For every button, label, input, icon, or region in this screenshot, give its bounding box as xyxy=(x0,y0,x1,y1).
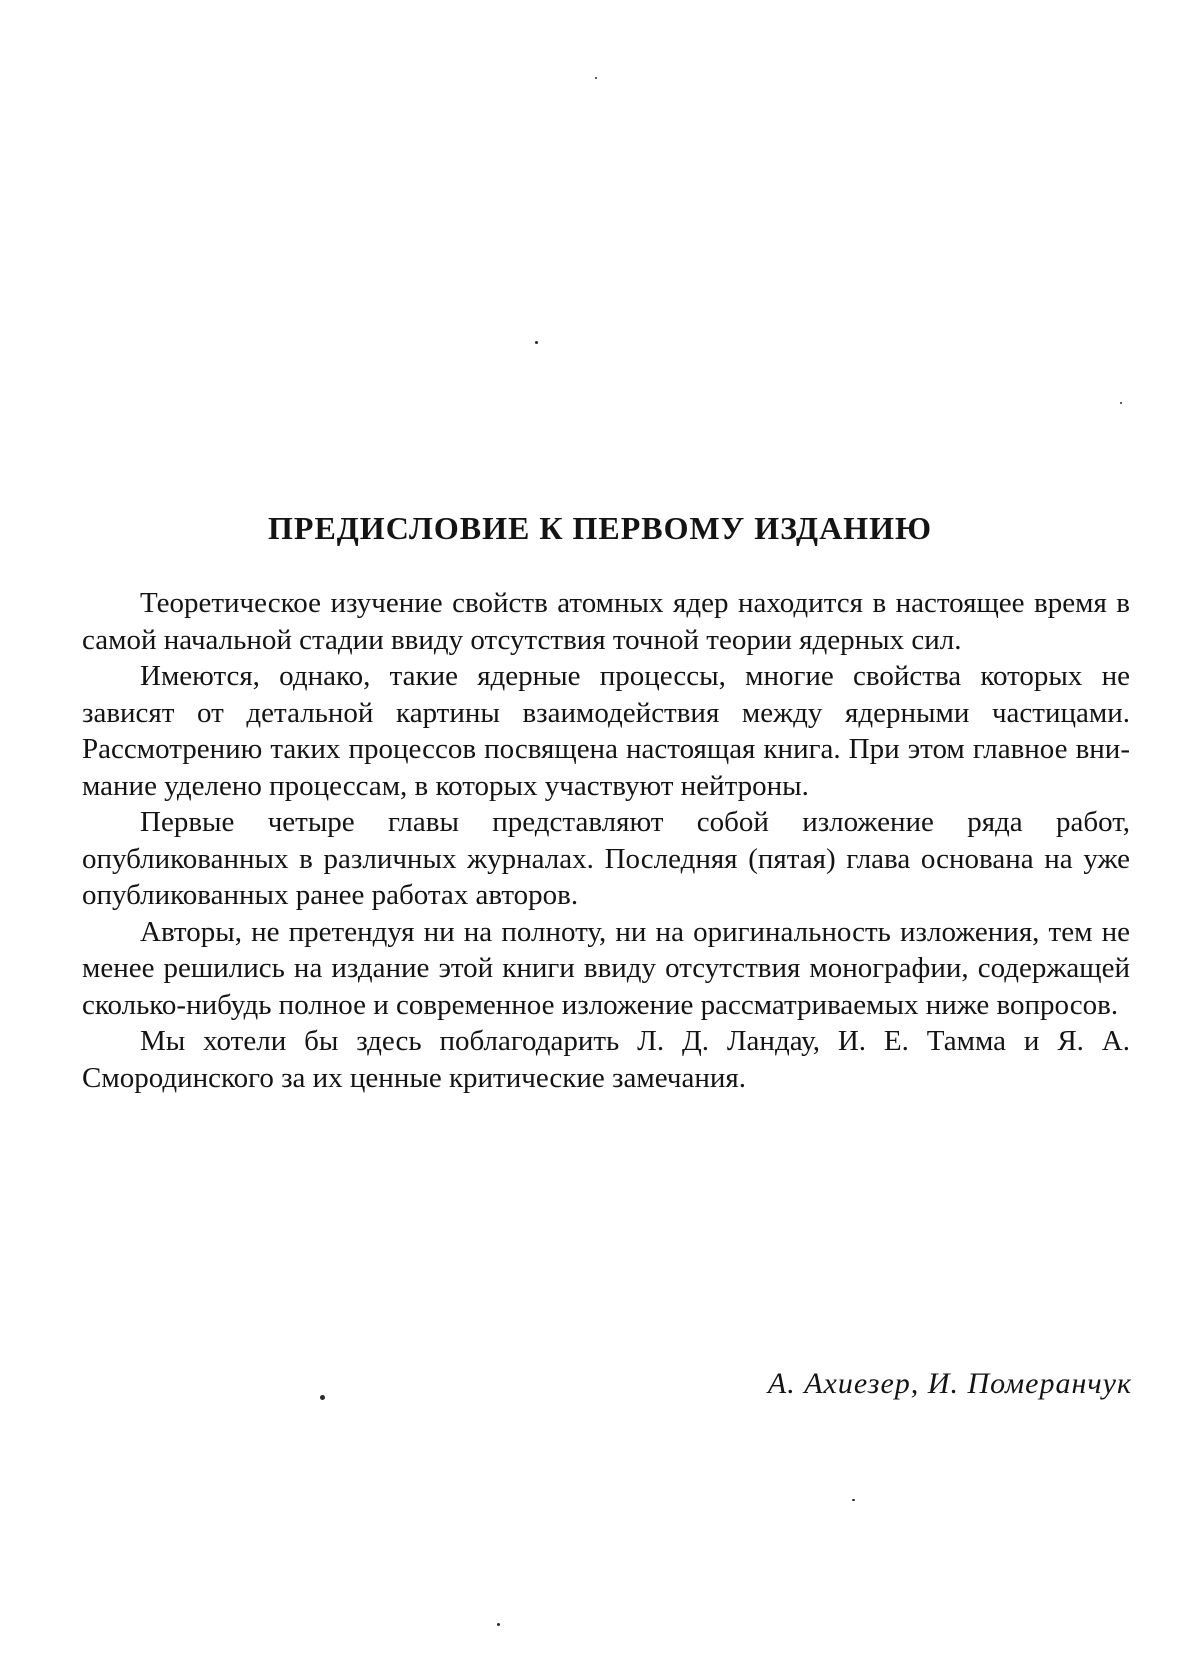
paragraph: Теоретическое изучение свойств атомных ядер находится в настоящее время в самой начальной стадии ввиду отсутствия точной теории ядерных сил. xyxy=(82,587,1130,656)
preface-body xyxy=(82,585,1130,1096)
scan-speck xyxy=(1120,402,1122,404)
scan-speck xyxy=(852,1499,855,1501)
scan-speck xyxy=(535,341,538,344)
paragraph: Имеются, однако, такие ядерные процессы, многие свойства которых не зависят от детальной картины взаимодействия между ядерными частицами. Рассмотрению таких процессов посвящена настоящая книга. При этом главное внимание уделено процессам, в которых участвуют нейтроны. xyxy=(82,660,1130,802)
scan-speck xyxy=(320,1395,325,1400)
paragraph: Авторы, не претендуя ни на полноту, ни на оригинальность изложения, тем не менее решились на издание этой книги ввиду отсутствия монографии, содержащей сколько-нибудь полное и современное изложение рассматриваемых ниже вопросов. xyxy=(82,915,1130,1021)
scan-speck xyxy=(497,1623,500,1626)
paragraph: Первые четыре главы представляют собой изложение ряда работ, опубликованных в различных журналах. Последняя (пятая) глава основана на уже опубликованных ранее работах авторов. xyxy=(82,806,1130,911)
authors-signature: А. Ахиезер, И. Померанчук xyxy=(767,1367,1132,1400)
paragraph: Мы хотели бы здесь поблагодарить Л. Д. Ландау, И. Е. Тамма и Я. А. Смородинского за их ценные критические замечания. xyxy=(82,1025,1130,1094)
page-title: ПРЕДИСЛОВИЕ К ПЕРВОМУ ИЗДАНИЮ xyxy=(268,510,932,546)
scan-speck xyxy=(595,77,597,79)
